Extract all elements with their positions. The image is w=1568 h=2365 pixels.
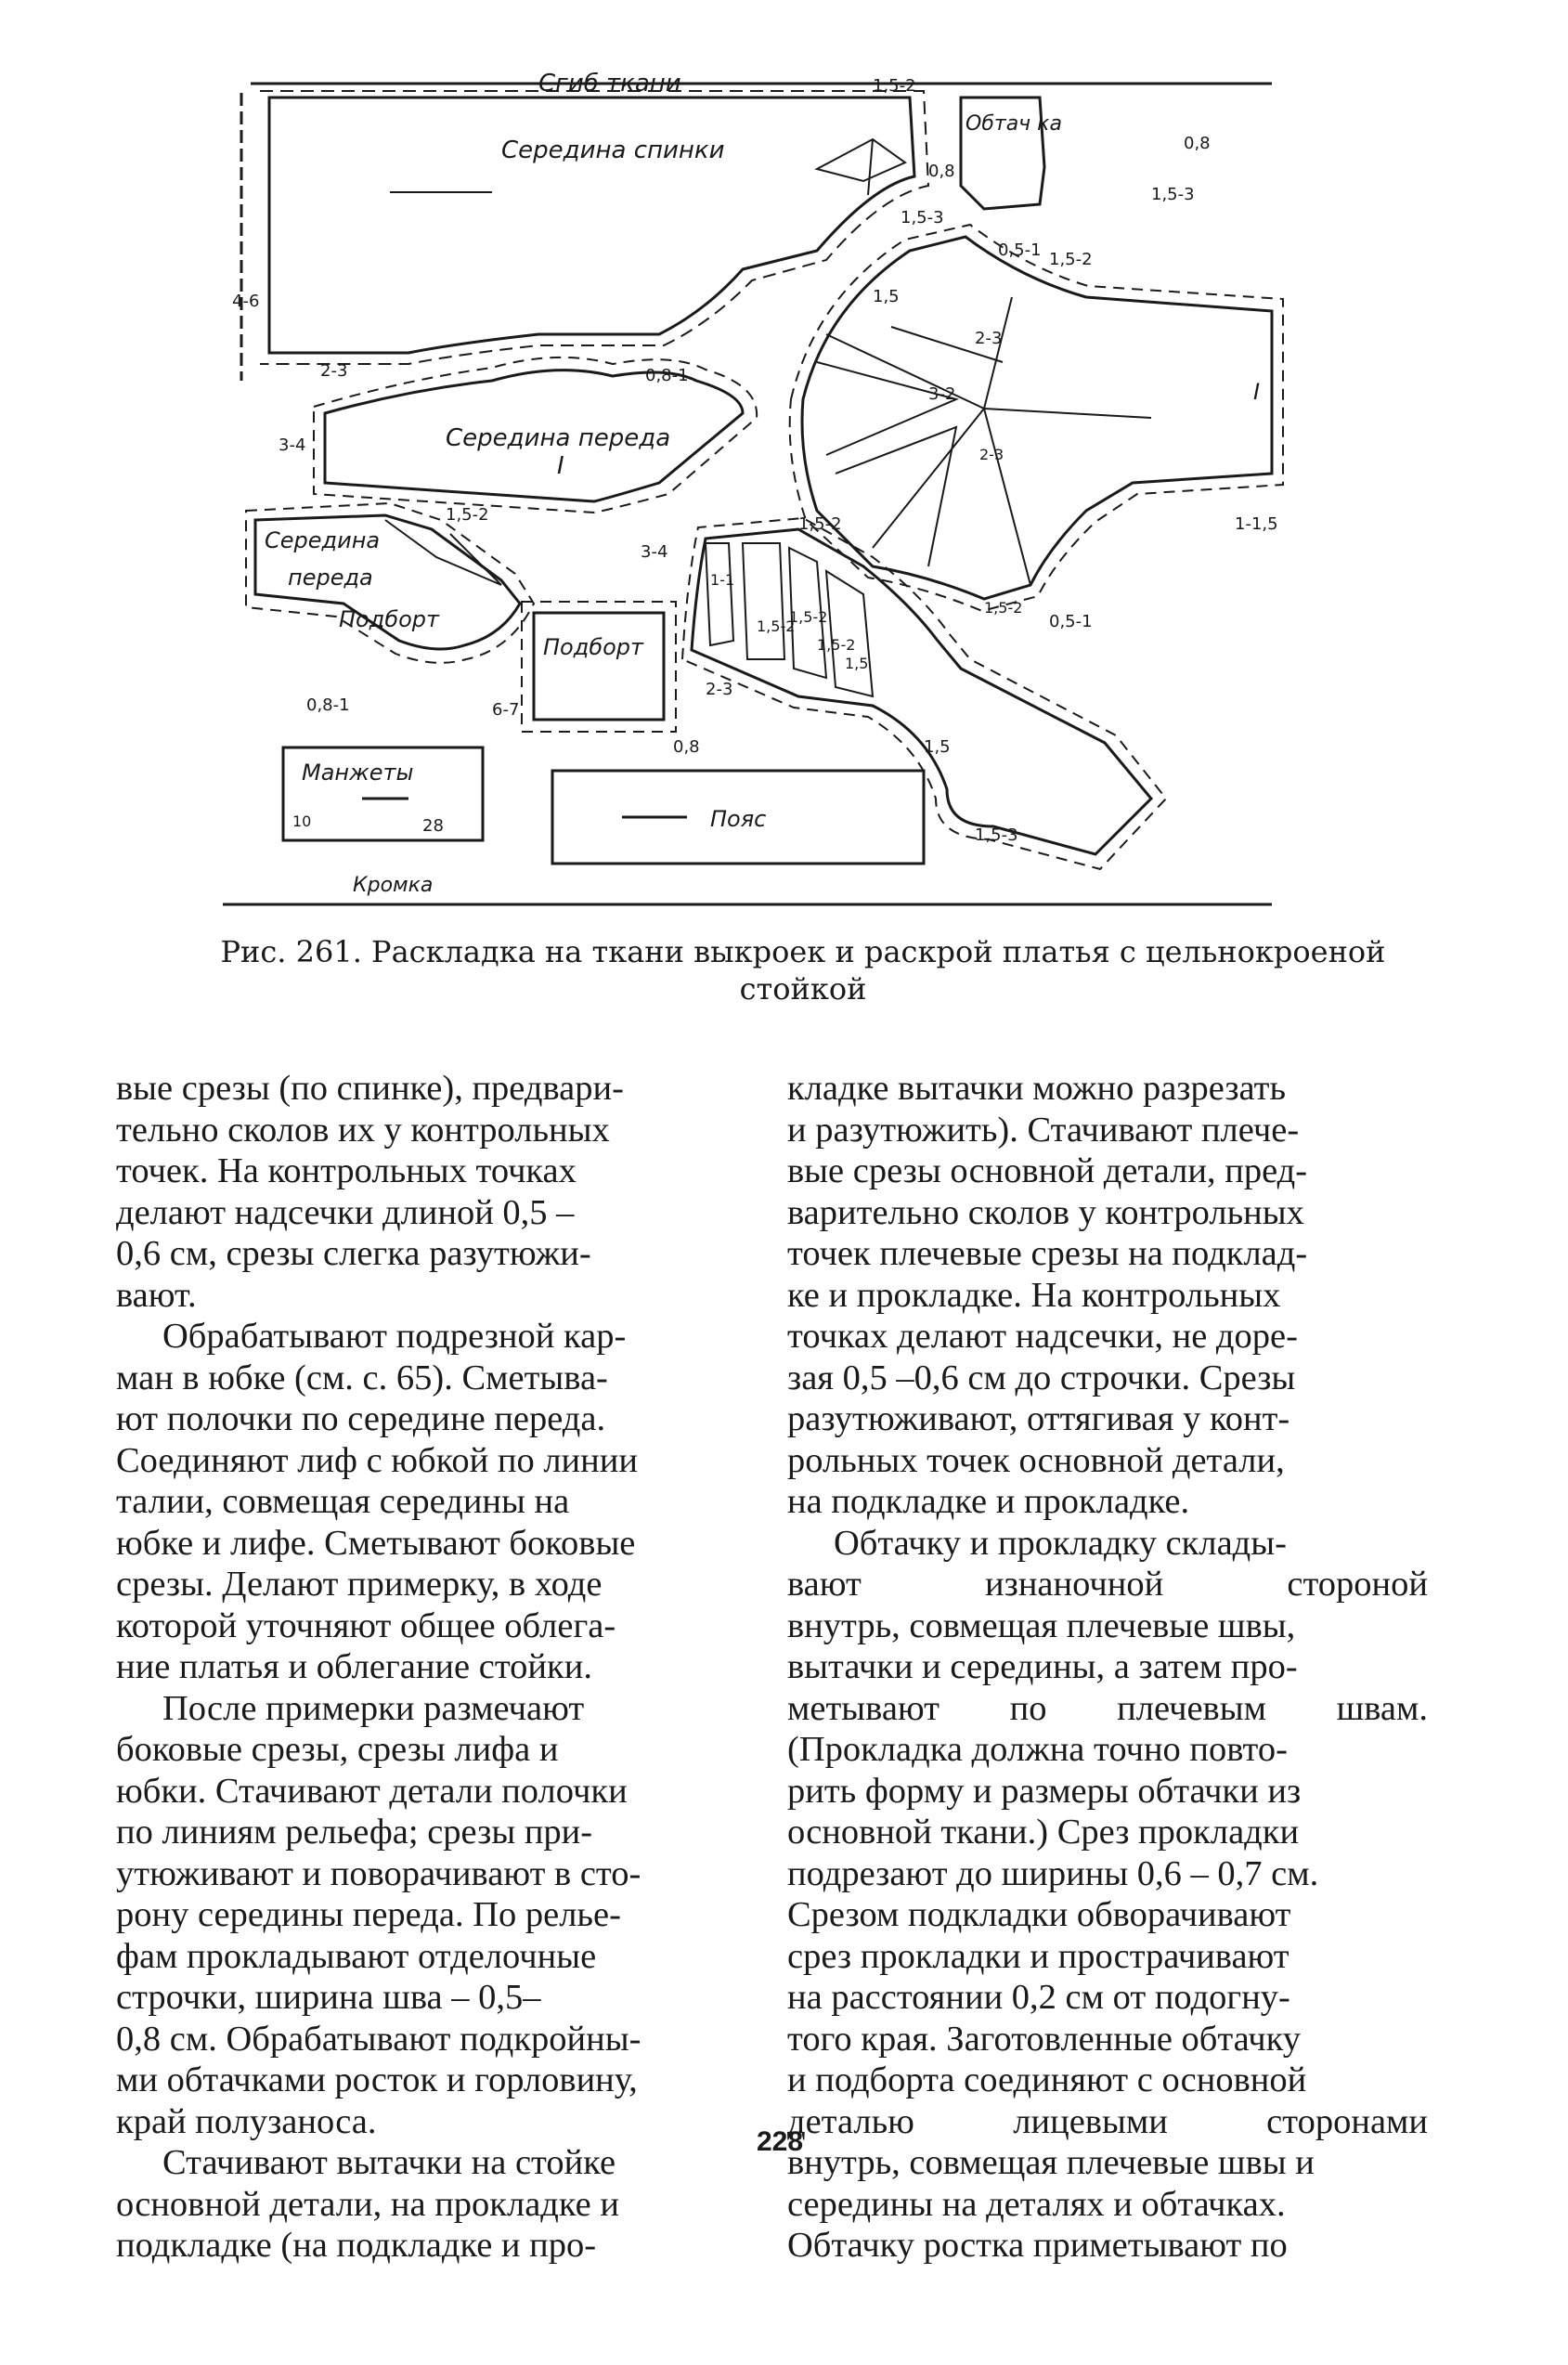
text-line: тельно сколов их у контрольных [116, 1110, 610, 1150]
measure: 6-7 [492, 700, 520, 720]
text-line: 0,6 см, срезы слегка разутюжи- [116, 1234, 591, 1273]
measure: 1,5-2 [873, 76, 916, 96]
label-ff-1: Середина [265, 527, 381, 553]
text-line: срез прокладки и прострачивают [787, 1936, 1289, 1976]
label-cuffs: Манжеты [302, 760, 414, 786]
measure: 2-3 [706, 680, 733, 699]
measure: 0,5-1 [1049, 612, 1093, 631]
pattern-layout-figure [223, 65, 1309, 919]
measure: 4-6 [232, 292, 260, 311]
text-line: варительно сколов у контрольных [787, 1192, 1304, 1232]
text-line: (Прокладка должна точно повто- [787, 1730, 1288, 1769]
measure: 1,5-2 [757, 617, 796, 635]
text-line: которой уточняют общее облега- [116, 1605, 616, 1645]
text-line: подкладке (на подкладке и про- [116, 2226, 597, 2265]
measure: 1,5-2 [817, 636, 856, 654]
text-line: метывают по плечевым швам. [787, 1688, 1428, 1728]
text-line: вают. [116, 1275, 197, 1315]
right-text-column [787, 1068, 1428, 2267]
text-line: рольных точек основной детали, [787, 1440, 1285, 1480]
measure: 1,5 [873, 287, 900, 306]
text-line: ми обтачками росток и горловину, [116, 2060, 638, 2099]
measure: 1,5 [924, 737, 951, 757]
measure: 2-3 [975, 329, 1003, 348]
label-underfacing: Подборт [543, 634, 644, 660]
measure: 3-4 [641, 542, 668, 562]
text-line: точек плечевые срезы на подклад- [787, 1234, 1308, 1273]
measure: 0,8 [1184, 134, 1211, 153]
text-line: ке и прокладке. На контрольных [787, 1275, 1281, 1315]
left-text-column [116, 1068, 757, 2267]
text-line: рону середины переда. По релье- [116, 1895, 621, 1934]
text-line: Обтачку и прокладку склады- [834, 1523, 1287, 1563]
text-line: внутрь, совмещая плечевые швы, [787, 1605, 1296, 1645]
text-line: боковые срезы, срезы лифа и [116, 1730, 559, 1769]
measure: 0,8-1 [645, 366, 689, 385]
label-facing: Обтач ка [965, 112, 1062, 136]
text-line: зая 0,5 –0,6 см до строчки. Срезы [787, 1358, 1296, 1397]
measure: 1,5-2 [984, 599, 1023, 617]
text-line: и разутюжить). Стачивают плече- [787, 1110, 1300, 1150]
text-line: на расстоянии 0,2 см от подогну- [787, 1978, 1290, 2017]
measure: 1-1,5 [1235, 514, 1278, 534]
measure: 1-1 [710, 571, 735, 589]
label-front-center: Середина переда [446, 424, 671, 452]
text-line: юбки. Стачивают детали полочки [116, 1771, 628, 1811]
measure: 1,5 [845, 655, 869, 672]
text-line: 0,8 см. Обрабатывают подкройны- [116, 2019, 641, 2059]
text-line: утюживают и поворачивают в сто- [116, 1853, 641, 1893]
pattern-layout-drawing [223, 65, 1309, 919]
figure-caption [200, 933, 1406, 1007]
text-line: разутюживают, оттягивая у конт- [787, 1399, 1290, 1438]
measure: 3-4 [279, 435, 306, 455]
label-sleeve-number: I [1253, 379, 1261, 405]
measure: 0,8 [928, 162, 955, 181]
text-line: на подкладке и прокладке. [787, 1482, 1190, 1521]
label-ff-2: переда [288, 565, 373, 591]
measure: 0,8 [673, 737, 700, 757]
text-line: вытачки и середины, а затем про- [787, 1647, 1298, 1686]
text-line: ман в юбке (см. с. 65). Сметыва- [116, 1358, 608, 1397]
measure: 2-3 [979, 446, 1004, 463]
measure: 2-3 [320, 361, 348, 381]
page-number: 228 [756, 2126, 804, 2157]
measure: 1,5-2 [798, 514, 842, 534]
label-selvage: Кромка [353, 874, 434, 897]
measure: 1,5-2 [789, 608, 828, 626]
measure: 1,5-2 [1049, 250, 1093, 269]
label-fold: Сгиб ткани [538, 70, 681, 97]
measure: 10 [292, 812, 312, 830]
text-line: точек. На контрольных точках [116, 1151, 577, 1190]
text-line: юбке и лифе. Сметывают боковые [116, 1523, 636, 1563]
text-line: основной ткани.) Срез прокладки [787, 1813, 1300, 1852]
measure: 1,5-3 [1151, 185, 1195, 204]
text-line: делают надсечки длиной 0,5 – [116, 1192, 575, 1232]
text-line: талии, совмещая середины на [116, 1482, 570, 1521]
text-line: внутрь, совмещая плечевые швы и [787, 2143, 1315, 2182]
caption-line-2: стойкой [739, 971, 867, 1007]
label-ff-3: Подборт [339, 606, 440, 632]
label-back-center: Середина спинки [501, 136, 725, 164]
text-line: строчки, ширина шва – 0,5– [116, 1978, 541, 2017]
measure: 1,5-3 [901, 208, 944, 227]
text-line: Соединяют лиф с юбкой по линии [116, 1440, 638, 1480]
text-line: вые срезы (по спинке), предвари- [116, 1069, 624, 1108]
text-line: деталью лицевыми сторонами [787, 2101, 1428, 2141]
text-line: рить форму и размеры обтачки из [787, 1771, 1302, 1811]
text-line: Обрабатывают подрезной кар- [162, 1317, 627, 1356]
measure: 3-2 [928, 384, 956, 404]
text-line: ние платья и облегание стойки. [116, 1647, 592, 1686]
text-line: точках делают надсечки, не доре- [787, 1317, 1298, 1356]
measure: 28 [422, 816, 444, 836]
text-line: подрезают до ширины 0,6 – 0,7 см. [787, 1853, 1319, 1893]
measure: 0,5-1 [998, 240, 1042, 260]
text-line: того края. Заготовленные обтачку [787, 2019, 1302, 2059]
text-line: основной детали, на прокладке и [116, 2184, 619, 2224]
text-line: Обтачку ростка приметывают по [787, 2226, 1288, 2265]
caption-line-1: Рис. 261. Раскладка на ткани выкроек и раскрой платья с цельнокроеной [220, 934, 1386, 969]
measure: 1,5-2 [446, 505, 489, 525]
text-line: срезы. Делают примерку, в ходе [116, 1565, 603, 1604]
underfacing-piece [534, 613, 664, 720]
text-line: край полузаноса. [116, 2101, 377, 2141]
text-line: середины на деталях и обтачках. [787, 2184, 1286, 2224]
text-line: и подборта соединяют с основной [787, 2060, 1307, 2099]
text-line: Срезом подкладки обворачивают [787, 1895, 1291, 1934]
text-line: ют полочки по середине переда. [116, 1399, 606, 1438]
text-line: Стачивают вытачки на стойке [162, 2143, 616, 2182]
measure: 0,8-1 [306, 695, 350, 715]
measure: 1,5-3 [975, 825, 1018, 845]
text-line: вают изнаночной стороной [787, 1565, 1428, 1604]
text-line: фам прокладывают отделочные [116, 1936, 597, 1976]
label-front-number: I [557, 452, 564, 480]
text-line: вые срезы основной детали, пред- [787, 1151, 1308, 1190]
text-line: кладке вытачки можно разрезать [787, 1069, 1287, 1108]
text-line: После примерки размечают [162, 1688, 585, 1728]
text-line: по линиям рельефа; срезы при- [116, 1813, 593, 1852]
label-belt: Пояс [710, 806, 767, 832]
